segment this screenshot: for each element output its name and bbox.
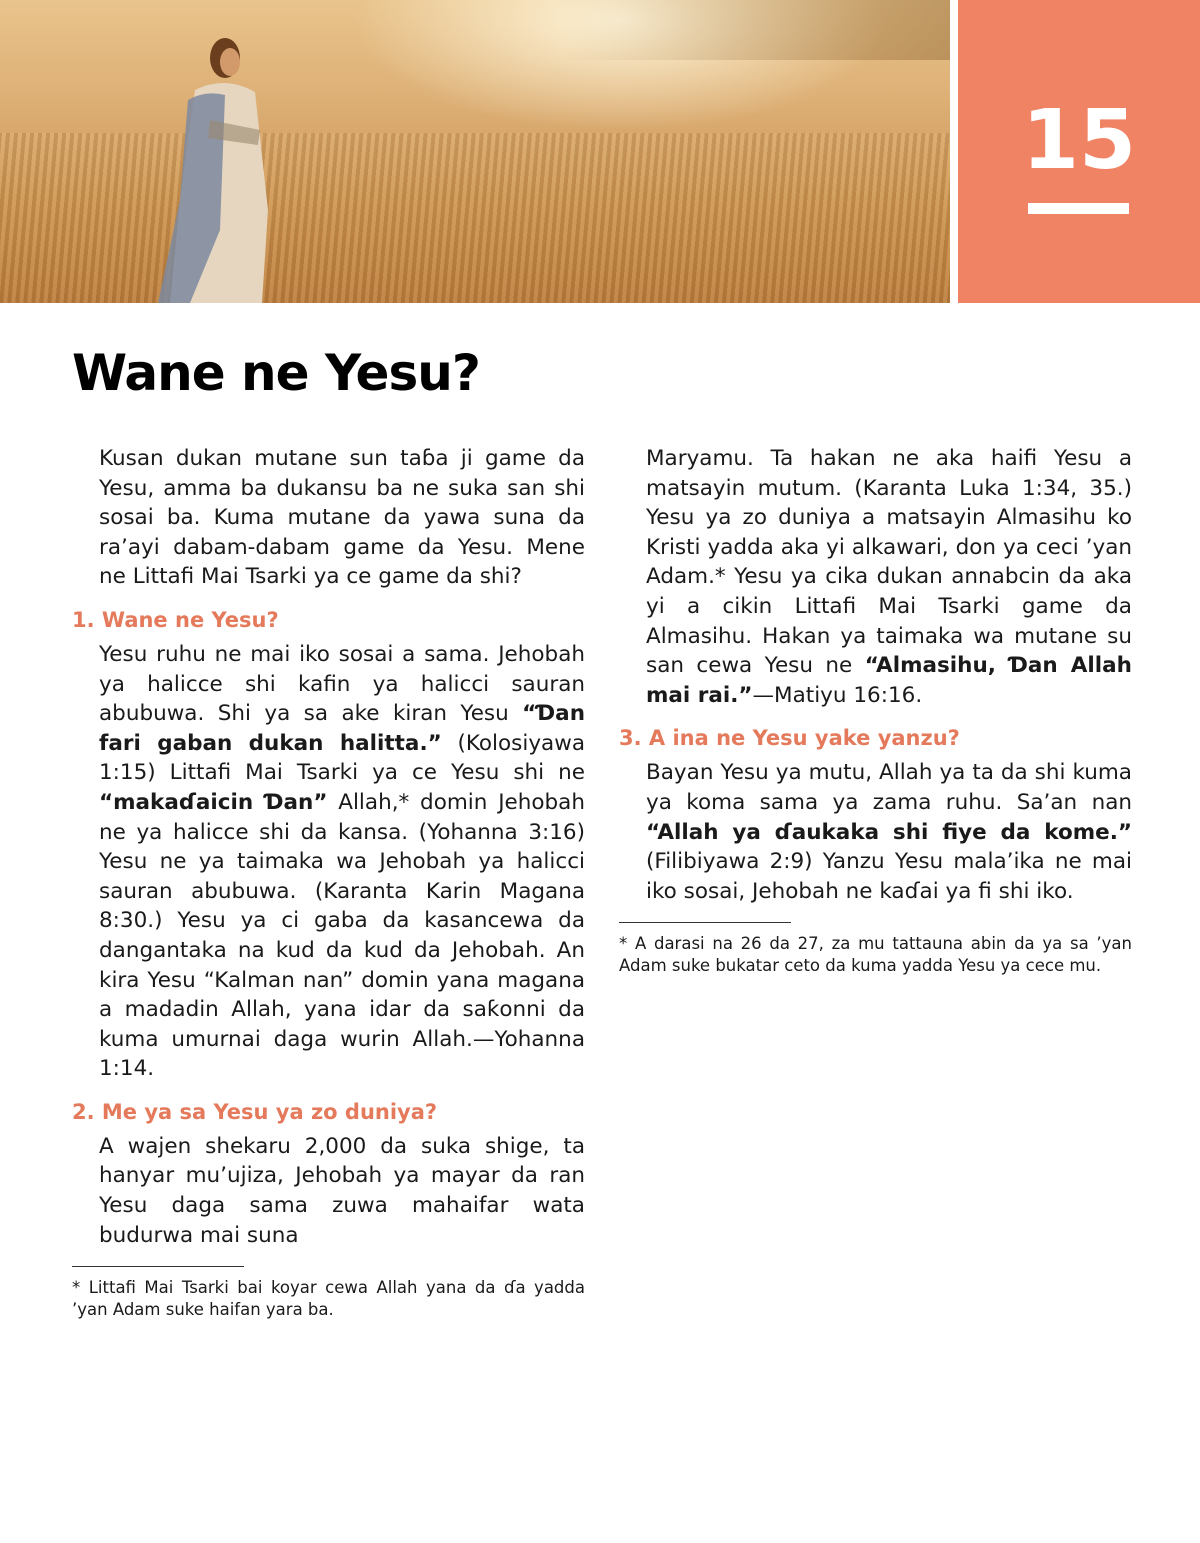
bold-quote: “Allah ya ɗaukaka shi fiye da kome.”	[646, 819, 1132, 845]
footnote-1: * Littafi Mai Tsarki bai koyar cewa Allah yana da ɗa yadda ’yan Adam suke haifan yara ba.	[72, 1278, 585, 1320]
bold-quote: “makaɗaicin Ɗan”	[99, 789, 328, 815]
footnote-divider	[72, 1266, 244, 1267]
page-title: Wane ne Yesu?	[72, 344, 480, 402]
footnote-2: * A darasi na 26 da 27, za mu tattauna abin da ya sa ’yan Adam suke bukatar ceto da kuma yadda Yesu ya cece mu.	[619, 934, 1132, 976]
chapter-number-underline	[1028, 203, 1129, 214]
section-2-paragraph-continued	[646, 444, 1132, 710]
intro-paragraph: Kusan dukan mutane sun taɓa ji game da Yesu, amma ba dukansu ba ne suka san shi sosai ba. Kuma mutane da yawa suna da ra’ayi dabam-dabam game da Yesu. Mene ne Littafi Mai Tsarki ya ce game da shi?	[99, 446, 585, 590]
bold-quote: “Almasihu, Ɗan Allah mai rai.”	[646, 653, 1132, 708]
section-heading-3: 3. A ina ne Yesu yake yanzu?	[619, 726, 960, 751]
text-run: Allah,* domin Jehobah ne ya halicce shi da kansa. (Yohanna 3:16) Yesu ne ya taimaka wa Jehobah ya halicci sauran abubuwa. (Karanta Karin Magana 8:30.) Yesu ya ci gaba da kasancewa da dangantaka na kud da kud da Jehobah. An kira Yesu “Kalman nan” domin yana magana a madadin Allah, yana idar da saƙonni da kuma umurnai daga wurin Allah.—Yohanna 1:14.	[99, 789, 585, 1082]
left-column	[72, 444, 585, 1321]
bold-quote: “Ɗan fari gaban dukan halitta.”	[99, 701, 585, 756]
chapter-number-box	[958, 0, 1200, 303]
text-run: Maryamu. Ta hakan ne aka haifi Yesu a matsayin mutum. (Karanta Luka 1:34, 35.) Yesu ya zo duniya a matsayin Almasihu ko Kristi yadda aka yi alkawari, don ya ceci ’yan Adam.* Yesu ya cika dukan annabcin da aka yi a cikin Littafi Mai Tsarki game da Almasihu. Hakan ya taimaka wa mutane su san cewa Yesu ne	[646, 446, 1132, 679]
text-run: (Filibiyawa 2:9) Yanzu Yesu mala’ika ne mai iko sosai, Jehobah ne kaɗai ya fi shi iko.	[646, 849, 1132, 904]
section-2-paragraph-start: A wajen shekaru 2,000 da suka shige, ta hanyar mu’ujiza, Jehobah ya mayar da ran Yesu daga sama zuwa mahaifar wata budurwa mai suna	[99, 1133, 585, 1248]
jesus-figure-illustration	[150, 30, 280, 303]
section-heading-1: 1. Wane ne Yesu?	[72, 607, 279, 632]
text-run: (Kolosiyawa 1:15) Littafi Mai Tsarki ya ce Yesu shi ne	[99, 730, 585, 786]
text-run: Yesu ruhu ne mai iko sosai a sama. Jehobah ya halicce shi kafin ya halicci sauran abubuwa. Shi ya sa ake kiran Yesu	[99, 641, 585, 727]
text-run: —Matiyu 16:16.	[752, 682, 923, 708]
background-trees	[560, 0, 950, 60]
section-heading-2: 2. Me ya sa Yesu ya zo duniya?	[72, 1099, 438, 1124]
footnote-divider	[619, 922, 791, 923]
chapter-number: 15	[1021, 93, 1137, 188]
section-1-paragraph	[99, 640, 585, 1084]
hero-image-jesus-walking-in-field	[0, 0, 950, 303]
right-column	[619, 444, 1132, 977]
field-grass	[0, 133, 950, 303]
text-run: Bayan Yesu ya mutu, Allah ya ta da shi kuma ya koma sama ya zama ruhu. Sa’an nan	[646, 760, 1132, 815]
section-3-paragraph	[646, 758, 1132, 906]
